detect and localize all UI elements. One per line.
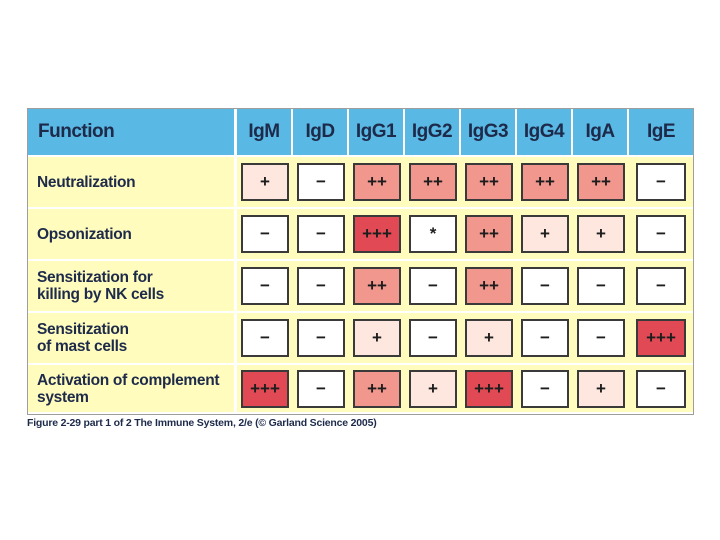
- column-header-iga: IgA: [573, 109, 629, 157]
- row-label-text: Sensitization for killing by NK cells: [37, 269, 164, 303]
- activity-level-box: +: [353, 319, 401, 357]
- table-cell: [237, 365, 293, 414]
- table-cell: [461, 313, 517, 365]
- table-cell: [349, 261, 405, 313]
- activity-level-box: −: [521, 319, 569, 357]
- table-cell: [517, 209, 573, 261]
- table-cell: [517, 261, 573, 313]
- row-label-text: Activation of complement system: [37, 371, 220, 406]
- row-label: [28, 209, 237, 261]
- activity-level-box: −: [577, 319, 625, 357]
- table-cell: [573, 365, 629, 414]
- activity-level-box: −: [409, 267, 457, 305]
- table-cell: [349, 313, 405, 365]
- activity-level-box: −: [636, 215, 686, 253]
- table-cell: [573, 209, 629, 261]
- table-cell: [349, 209, 405, 261]
- activity-level-box: −: [521, 370, 569, 408]
- activity-level-box: ++: [521, 163, 569, 201]
- activity-level-box: −: [241, 215, 289, 253]
- table-cell: [517, 313, 573, 365]
- column-header-igd: IgD: [293, 109, 349, 157]
- activity-level-box: +: [409, 370, 457, 408]
- table-cell: [573, 261, 629, 313]
- activity-level-box: +++: [636, 319, 686, 357]
- table-cell: [573, 157, 629, 209]
- activity-level-box: ++: [465, 267, 513, 305]
- activity-level-box: −: [521, 267, 569, 305]
- row-label-text: Neutralization: [37, 173, 136, 191]
- table-cell: [461, 209, 517, 261]
- activity-level-box: +: [241, 163, 289, 201]
- table-cell: [405, 209, 461, 261]
- row-label-text: Sensitization of mast cells: [37, 321, 129, 355]
- activity-level-box: −: [297, 319, 345, 357]
- activity-level-box: −: [636, 370, 686, 408]
- activity-level-box: +++: [465, 370, 513, 408]
- table-cell: [237, 261, 293, 313]
- table-cell: [629, 313, 693, 365]
- table-cell: [237, 157, 293, 209]
- row-label: [28, 313, 237, 365]
- activity-level-box: +++: [241, 370, 289, 408]
- table-cell: [573, 313, 629, 365]
- activity-level-box: ++: [465, 163, 513, 201]
- activity-level-box: −: [241, 319, 289, 357]
- table-cell: [517, 365, 573, 414]
- table-cell: [293, 209, 349, 261]
- row-label: [28, 157, 237, 209]
- table-cell: [629, 261, 693, 313]
- table-cell: [293, 313, 349, 365]
- table-cell: [237, 313, 293, 365]
- activity-level-box: ++: [409, 163, 457, 201]
- row-label-text: Opsonization: [37, 225, 132, 243]
- table-cell: [461, 365, 517, 414]
- figure-caption: Figure 2-29 part 1 of 2 The Immune System, 2/e (© Garland Science 2005): [27, 417, 377, 429]
- table-cell: [517, 157, 573, 209]
- table-cell: [405, 313, 461, 365]
- activity-level-box: ++: [577, 163, 625, 201]
- column-header-igm: IgM: [237, 109, 293, 157]
- activity-level-box: −: [297, 163, 345, 201]
- table-cell: [405, 261, 461, 313]
- table-cell: [629, 157, 693, 209]
- activity-level-box: +: [577, 215, 625, 253]
- table-cell: [293, 261, 349, 313]
- table-cell: [293, 157, 349, 209]
- function-header: Function: [28, 109, 237, 157]
- function-table: [28, 109, 693, 414]
- activity-level-box: ++: [465, 215, 513, 253]
- column-header-igg2: IgG2: [405, 109, 461, 157]
- table-cell: [349, 157, 405, 209]
- immunoglobulin-function-figure: [27, 108, 694, 415]
- table-cell: [461, 157, 517, 209]
- table-cell: [405, 365, 461, 414]
- table-cell: [349, 365, 405, 414]
- table-cell: [629, 209, 693, 261]
- table-cell: [461, 261, 517, 313]
- activity-level-box: +++: [353, 215, 401, 253]
- activity-level-box: ++: [353, 370, 401, 408]
- column-header-igg3: IgG3: [461, 109, 517, 157]
- activity-level-box: −: [409, 319, 457, 357]
- activity-level-box: +: [577, 370, 625, 408]
- row-label: [28, 261, 237, 313]
- column-header-igg4: IgG4: [517, 109, 573, 157]
- table-cell: [405, 157, 461, 209]
- activity-level-box: −: [636, 267, 686, 305]
- activity-level-box: −: [636, 163, 686, 201]
- activity-level-box: ++: [353, 163, 401, 201]
- activity-level-box: −: [241, 267, 289, 305]
- activity-level-box: −: [297, 370, 345, 408]
- column-header-ige: IgE: [629, 109, 693, 157]
- table-cell: [237, 209, 293, 261]
- row-label: [28, 365, 237, 414]
- activity-level-box: ++: [353, 267, 401, 305]
- column-header-igg1: IgG1: [349, 109, 405, 157]
- activity-level-box: −: [577, 267, 625, 305]
- activity-level-box: +: [465, 319, 513, 357]
- activity-level-box: *: [409, 215, 457, 253]
- activity-level-box: −: [297, 215, 345, 253]
- activity-level-box: −: [297, 267, 345, 305]
- table-cell: [293, 365, 349, 414]
- table-cell: [629, 365, 693, 414]
- activity-level-box: +: [521, 215, 569, 253]
